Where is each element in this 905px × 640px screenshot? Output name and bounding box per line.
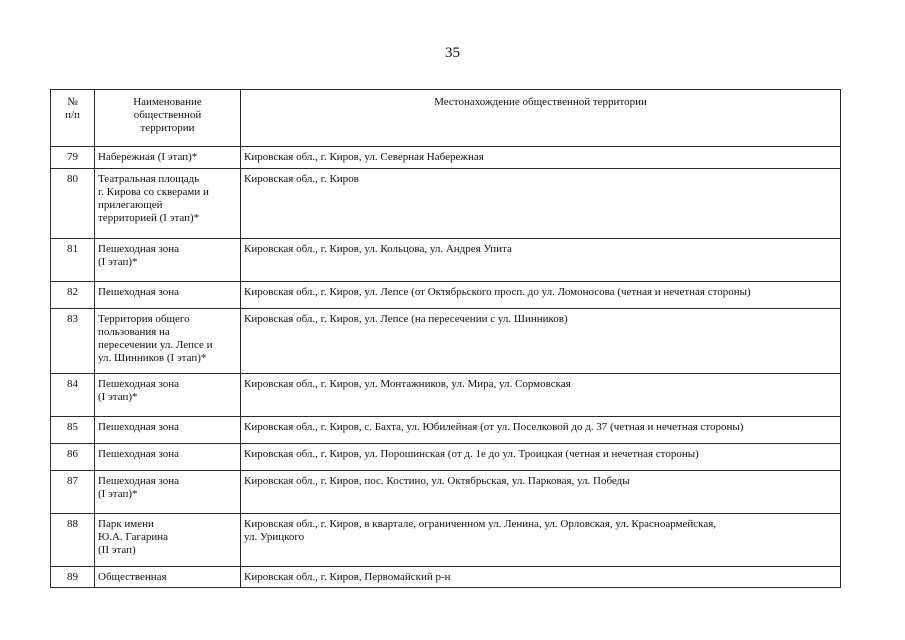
row-location: Кировская обл., г. Киров, в квартале, ограниченном ул. Ленина, ул. Орловская, ул. Красноармейская, ул. Урицкого (241, 514, 841, 567)
row-name: Пешеходная зона (95, 282, 241, 309)
row-name: Пешеходная зона (95, 444, 241, 471)
row-name: Общественная (95, 567, 241, 588)
row-location: Кировская обл., г. Киров, ул. Кольцова, ул. Андрея Упита (241, 239, 841, 282)
row-num: 89 (51, 567, 95, 588)
row-location: Кировская обл., г. Киров, пос. Костино, ул. Октябрьская, ул. Парковая, ул. Победы (241, 471, 841, 514)
row-location: Кировская обл., г. Киров, ул. Лепсе (на пересечении с ул. Шинников) (241, 309, 841, 374)
header-name: Наименование общественной территории (95, 90, 241, 147)
row-name: Парк имени Ю.А. Гагарина (II этап) (95, 514, 241, 567)
row-num: 84 (51, 374, 95, 417)
row-location: Кировская обл., г. Киров (241, 169, 841, 239)
row-name: Набережная (I этап)* (95, 147, 241, 169)
header-num: № п/п (51, 90, 95, 147)
territories-table (50, 89, 841, 588)
table-row (51, 147, 841, 169)
table-row (51, 471, 841, 514)
header-row (51, 90, 841, 147)
row-name: Пешеходная зона (I этап)* (95, 239, 241, 282)
row-num: 88 (51, 514, 95, 567)
row-num: 79 (51, 147, 95, 169)
row-num: 83 (51, 309, 95, 374)
header-location: Местонахождение общественной территории (241, 90, 841, 147)
table-row (51, 514, 841, 567)
row-num: 81 (51, 239, 95, 282)
row-location: Кировская обл., г. Киров, ул. Лепсе (от Октябрьского просп. до ул. Ломоносова (четная и нечетная стороны) (241, 282, 841, 309)
row-location: Кировская обл., г. Киров, ул. Северная Набережная (241, 147, 841, 169)
row-num: 85 (51, 417, 95, 444)
table-row (51, 282, 841, 309)
table-row (51, 169, 841, 239)
table-row (51, 417, 841, 444)
row-num: 80 (51, 169, 95, 239)
row-location: Кировская обл., г. Киров, с. Бахта, ул. Юбилейная (от ул. Поселковой до д. 37 (четная и нечетная стороны) (241, 417, 841, 444)
table-header (51, 90, 841, 147)
row-name: Пешеходная зона (I этап)* (95, 471, 241, 514)
table-row (51, 444, 841, 471)
table-row (51, 567, 841, 588)
row-num: 82 (51, 282, 95, 309)
row-location: Кировская обл., г. Киров, ул. Порошинская (от д. 1е до ул. Троицкая (четная и нечетная стороны) (241, 444, 841, 471)
row-name: Территория общего пользования на пересечении ул. Лепсе и ул. Шинников (I этап)* (95, 309, 241, 374)
table-row (51, 239, 841, 282)
row-location: Кировская обл., г. Киров, ул. Монтажников, ул. Мира, ул. Сормовская (241, 374, 841, 417)
row-name: Пешеходная зона (95, 417, 241, 444)
row-num: 86 (51, 444, 95, 471)
table-body (51, 147, 841, 588)
row-name: Театральная площадь г. Кирова со скверами и прилегающей территорией (I этап)* (95, 169, 241, 239)
page-number: 35 (445, 45, 460, 61)
row-num: 87 (51, 471, 95, 514)
row-name: Пешеходная зона (I этап)* (95, 374, 241, 417)
row-location: Кировская обл., г. Киров, Первомайский р-н (241, 567, 841, 588)
table-row (51, 374, 841, 417)
table-row (51, 309, 841, 374)
